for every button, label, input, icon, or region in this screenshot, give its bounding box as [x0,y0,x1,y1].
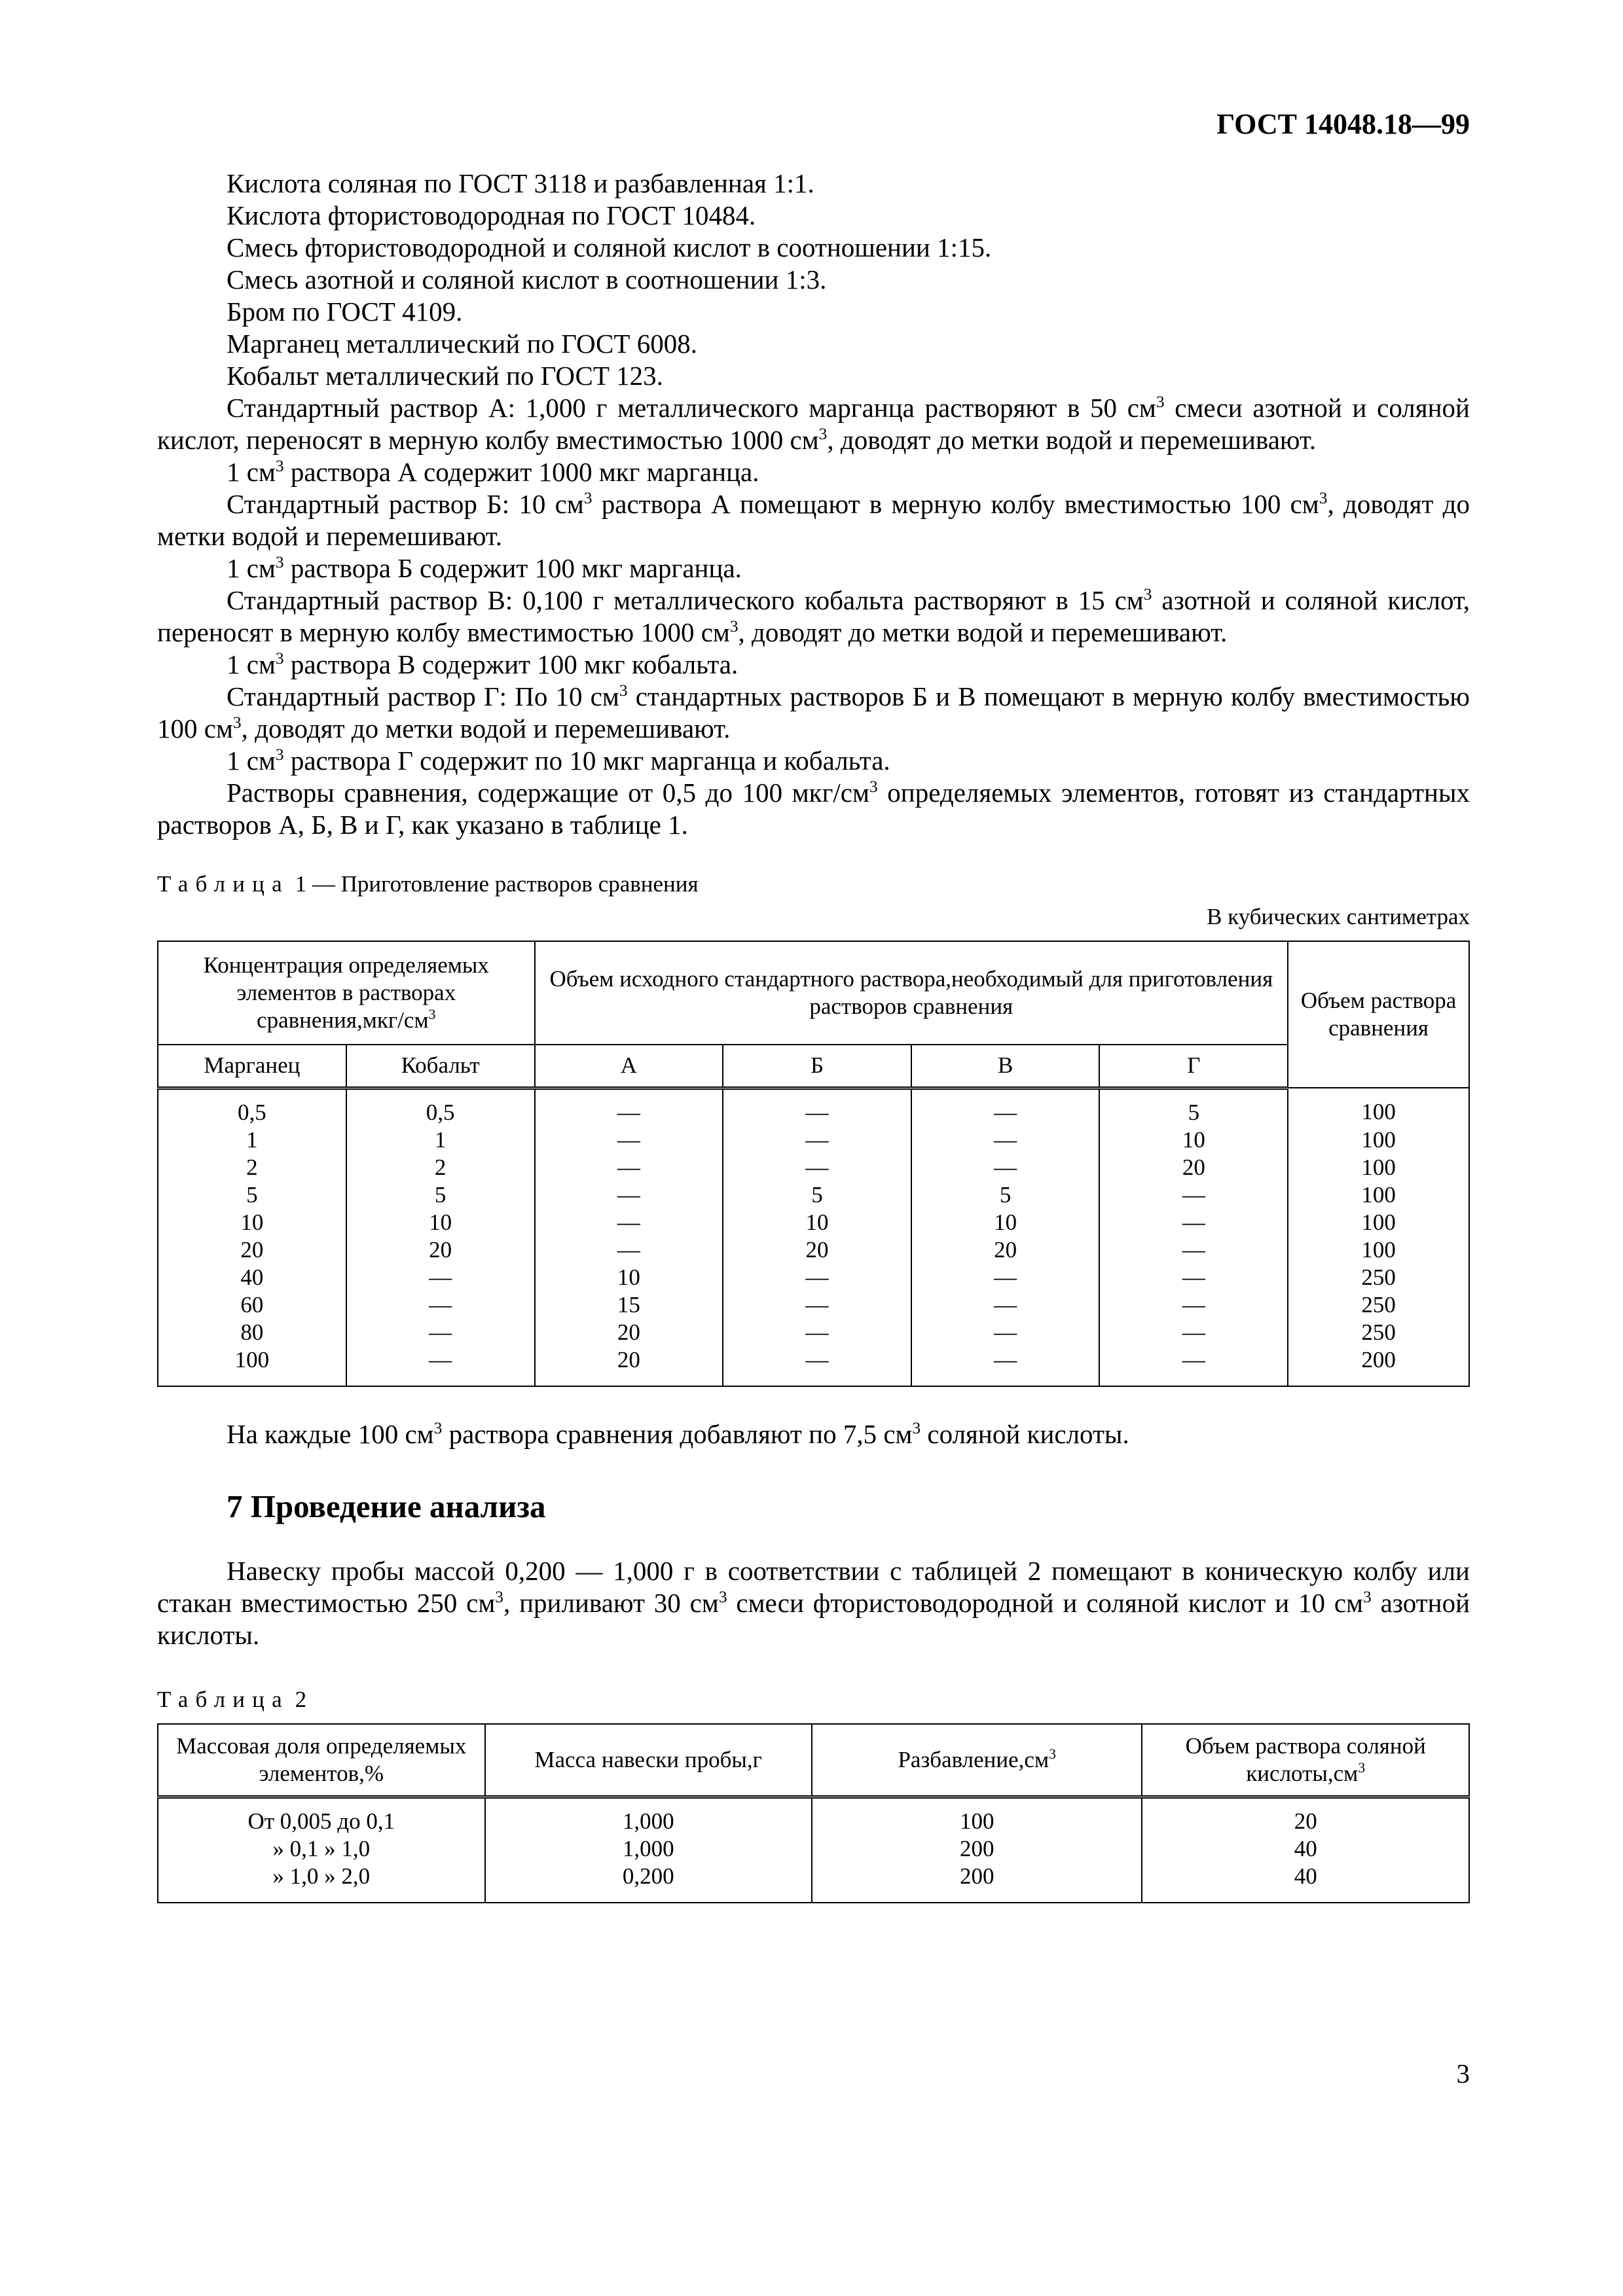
table-row [158,1209,1469,1236]
table-cell: — [911,1088,1100,1126]
table-cell: — [1099,1181,1288,1209]
list-item: Кислота соляная по ГОСТ 3118 и разбавленная 1:1. [227,168,814,198]
table-cell: 2 [158,1154,346,1181]
table-cell: — [911,1154,1100,1181]
table-cell: 5 [1099,1088,1288,1126]
paragraph-standard-b: Стандартный раствор Б: 10 $см^3$ раствора А помещают в мерную колбу вместимостью 100 $см^3$, доводят до метки водой и перемешивают. [157,488,1470,551]
paragraph-g-contains: 1 $см^3$ раствора Г содержит по 10 мкг марганца и кобальта. [227,745,890,776]
table-row [158,1346,1469,1386]
table2-header-mass-fraction: Массовая доля определяемых элементов,% [158,1724,485,1797]
table-cell: — [1099,1291,1288,1319]
list-item: Кобальт металлический по ГОСТ 123. [227,361,663,391]
table-cell: 250 [1288,1291,1469,1319]
table-cell: — [535,1181,723,1209]
document-page [157,105,1470,1903]
page-number: 3 [1456,2058,1470,2089]
table-cell: 15 [535,1291,723,1319]
list-item: Бром по ГОСТ 4109. [227,296,463,327]
table-cell: 80 [158,1319,346,1346]
list-item: Кислота фтористоводородная по ГОСТ 10484. [227,200,756,230]
table-cell: — [535,1209,723,1236]
table-cell: 200 [812,1835,1142,1863]
table-cell: 10 [1099,1126,1288,1154]
table-cell: 40 [158,1264,346,1291]
table-cell: 100 [1288,1126,1469,1154]
table-cell: От 0,005 до 0,1 [158,1797,485,1836]
table-cell: 200 [812,1863,1142,1903]
table-row [158,1797,1469,1836]
table-cell: 10 [911,1209,1100,1236]
table-cell: 100 [1288,1209,1469,1236]
table-row [158,1181,1469,1209]
table-cell: — [911,1291,1100,1319]
table-cell: — [346,1291,535,1319]
paragraph-v-contains: 1 $см^3$ раствора В содержит 100 мкг кобальта. [227,649,739,679]
table-cell: 1 [158,1126,346,1154]
table-cell: — [911,1264,1100,1291]
table-cell: 5 [911,1181,1100,1209]
table-row [158,1264,1469,1291]
table-cell: 20 [1099,1154,1288,1181]
table-cell: 5 [346,1181,535,1209]
table-cell: 100 [1288,1088,1469,1126]
paragraph-standard-v: Стандартный раствор В: 0,100 г металлического кобальта растворяют в 15 $см^3$ азотной и соляной кислот, переносят в мерную колбу вместимостью 1000 $см^3$, доводят до метки водой и перемешивают. [157,584,1470,647]
table-cell: 0,200 [485,1863,812,1903]
table-cell: — [1099,1209,1288,1236]
table-cell: 10 [535,1264,723,1291]
table2-header-dilution: $Разбавление,см^3$ [812,1724,1142,1797]
table-cell: 20 [911,1236,1100,1264]
table-cell: 250 [1288,1319,1469,1346]
table-cell: 5 [723,1181,911,1209]
table-cell: — [535,1236,723,1264]
table1-header-concentration: Концентрация определяемых элементов в растворах $сравнения,мкг/см^3$ [158,941,535,1045]
table-cell: 200 [1288,1346,1469,1386]
table-row [158,1863,1469,1903]
table-cell: — [1099,1319,1288,1346]
paragraph-a-contains: 1 $см^3$ раствора А содержит 1000 мкг марганца. [227,456,759,487]
table-cell: 1,000 [485,1835,812,1863]
table-cell: 10 [723,1209,911,1236]
table-cell: 20 [1142,1797,1469,1836]
table2-body [158,1797,1469,1903]
table-row [158,1236,1469,1264]
table-cell: — [911,1346,1100,1386]
table-cell: — [346,1346,535,1386]
table-cell: — [723,1291,911,1319]
table1-units: В кубических сантиметрах [1207,904,1470,929]
table-cell: 1 [346,1126,535,1154]
table1-subheader: А [535,1045,723,1088]
table1-subheader: Марганец [158,1045,346,1088]
table-cell: 40 [1142,1835,1469,1863]
table-cell: — [535,1154,723,1181]
table-cell: 20 [158,1236,346,1264]
table-cell: 10 [158,1209,346,1236]
table-cell: — [911,1126,1100,1154]
table-cell: 20 [535,1319,723,1346]
table-cell: » 0,1 » 1,0 [158,1835,485,1863]
table-cell: — [1099,1346,1288,1386]
table-row [158,1835,1469,1863]
paragraph-comparison-solutions: Растворы сравнения, содержащие от 0,5 до 100 мкг/$см^3$ определяемых элементов, готовят из стандартных растворов А, Б, В и Г, как указано в таблице 1. [157,777,1470,840]
table-cell: — [535,1088,723,1126]
table-cell: 100 [812,1797,1142,1836]
table-row [158,1291,1469,1319]
table-row [158,1088,1469,1126]
table1-subheader: Г [1099,1045,1288,1088]
table1 [157,941,1470,1387]
paragraph-b-contains: 1 $см^3$ раствора Б содержит 100 мкг марганца. [227,552,742,583]
table-cell: — [535,1126,723,1154]
section-7-heading: 7 Проведение анализа [227,1488,546,1524]
table1-header-volume-comparison: Объем раствора сравнения [1288,941,1469,1088]
table-cell: 10 [346,1209,535,1236]
table-cell: 250 [1288,1264,1469,1291]
table1-subheader: Кобальт [346,1045,535,1088]
table-cell: 20 [346,1236,535,1264]
table-cell: 0,5 [158,1088,346,1126]
table-row [158,1126,1469,1154]
table-cell: 0,5 [346,1088,535,1126]
table-cell: — [346,1264,535,1291]
list-item: Смесь фтористоводородной и соляной кислот в соотношении 1:15. [227,232,992,262]
table-row [158,1154,1469,1181]
table1-body [158,1088,1469,1386]
table-cell: 100 [158,1346,346,1386]
table-cell: — [723,1126,911,1154]
table2-header-hcl-volume: Объем раствора соляной $кислоты,см^3$ [1142,1724,1469,1797]
list-item: Смесь азотной и соляной кислот в соотношении 1:3. [227,264,827,295]
table-cell: — [723,1264,911,1291]
reagents-list [157,168,1470,392]
document-code-header: ГОСТ 14048.18—99 [1216,108,1470,140]
table-cell: — [723,1319,911,1346]
table-cell: » 1,0 » 2,0 [158,1863,485,1903]
table-row [158,1319,1469,1346]
paragraph-analysis: Навеску пробы массой 0,200 — 1,000 г в соответствии с таблицей 2 помещают в коническую колбу или стакан вместимостью 250 $см^3$, приливают 30 $см^3$ смеси фтористоводородной и соляной кислот и 10 $см^3$ азотной кислоты. [157,1555,1470,1650]
table-cell: 60 [158,1291,346,1319]
table-cell: 2 [346,1154,535,1181]
table1-header-volume-source: Объем исходного стандартного раствора,необходимый для приготовления растворов сравнения [535,941,1288,1045]
table1-subheader: Б [723,1045,911,1088]
table-cell: — [1099,1264,1288,1291]
table-cell: 20 [535,1346,723,1386]
list-item: Марганец металлический по ГОСТ 6008. [227,329,697,359]
table-cell: 100 [1288,1181,1469,1209]
table1-caption: Таблица 1 — Приготовление растворов сравнения [157,871,699,897]
paragraph-hcl-addition: На каждые 100 $см^3$ раствора сравнения добавляют по 7,5 $см^3$ соляной кислоты. [227,1418,1129,1449]
table-cell: 100 [1288,1154,1469,1181]
table-cell: 5 [158,1181,346,1209]
table2 [157,1723,1470,1904]
table2-caption: Таблица 2 [157,1686,307,1712]
table-cell: 40 [1142,1863,1469,1903]
paragraph-standard-a: Стандартный раствор А: 1,000 г металлического марганца растворяют в 50 $см^3$ смеси азотной и соляной кислот, переносят в мерную колбу вместимостью 1000 $см^3$, доводят до метки водой и перемешивают. [157,392,1470,455]
table-cell: 20 [723,1236,911,1264]
table-cell: — [911,1319,1100,1346]
table-cell: — [723,1346,911,1386]
table-cell: — [1099,1236,1288,1264]
table-cell: — [346,1319,535,1346]
table-cell: — [723,1154,911,1181]
table-cell: — [723,1088,911,1126]
table-cell: 100 [1288,1236,1469,1264]
table2-header-sample-mass: Масса навески пробы,г [485,1724,812,1797]
table-cell: 1,000 [485,1797,812,1836]
paragraph-standard-g: Стандартный раствор Г: По 10 $см^3$ стандартных растворов Б и В помещают в мерную колбу вместимостью 100 $см^3$, доводят до метки водой и перемешивают. [157,681,1470,744]
table1-subheader: В [911,1045,1100,1088]
